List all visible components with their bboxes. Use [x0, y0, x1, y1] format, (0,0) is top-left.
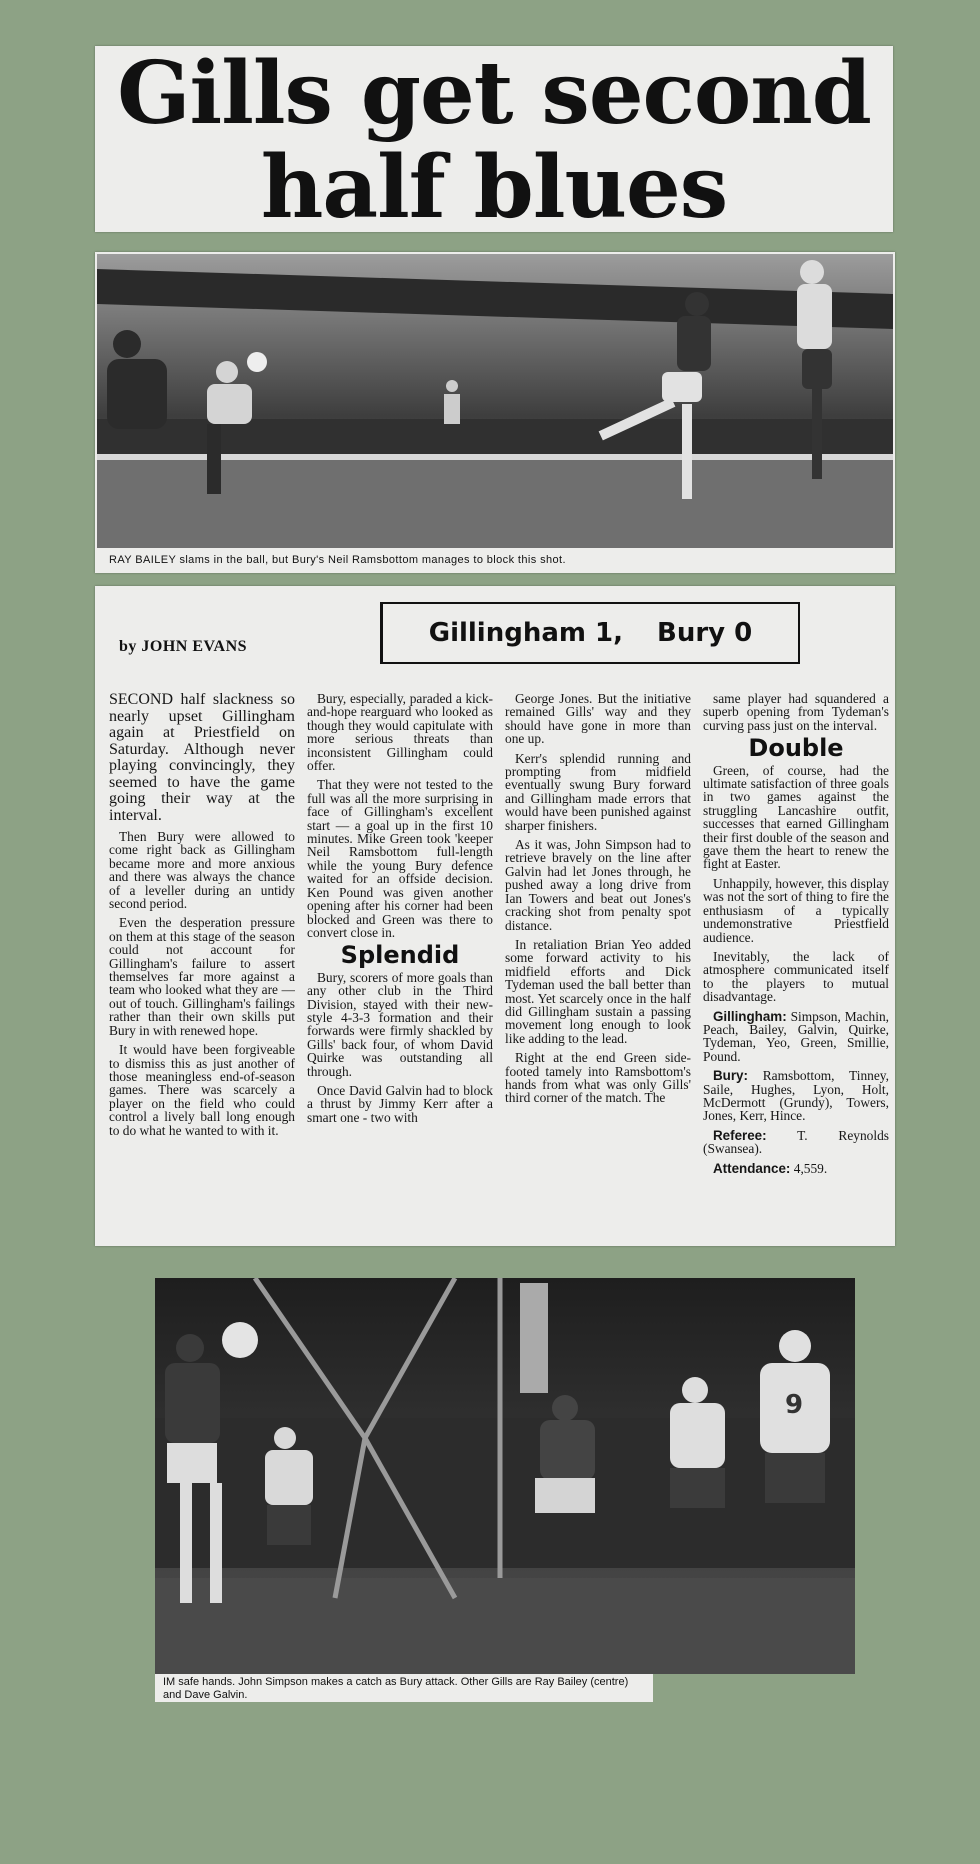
byline: by JOHN EVANS: [119, 638, 248, 655]
referee-label: Referee:: [713, 1127, 767, 1143]
article-paragraph: Unhappily, however, this display was not the sort of thing to fire the enthusiasm of a typically undemonstrative Priestfield audience.: [703, 875, 889, 945]
svg-text:9: 9: [785, 1390, 804, 1420]
referee-name: T. Reynolds (Swansea).: [703, 1127, 889, 1157]
article-paragraph: That they were not tested to the full was all the more surprising in face of Gillingham's excellent start — a goal up in the first 10 minutes. Mike Green took 'keeper Neil Ramsbottom full-length while the young Bury defence waited for an offside decision. Ken Pound was given another opening after his corner had been blocked and Green was there to convert close in.: [307, 777, 493, 940]
lineup-label: Bury:: [713, 1068, 748, 1084]
subheading-splendid: Splendid: [340, 941, 460, 970]
article-paragraph: Bury, scorers of more goals than any other club in the Third Division, stayed with their new-style 4-3-3 formation and their forwards were firmly shackled by Gills' back four, of whom David Quirke was outstanding all through.: [307, 969, 493, 1079]
lineup-gillingham: [703, 1010, 889, 1064]
headline-panel: [95, 43, 893, 238]
article-paragraph: Even the desperation pressure on them at this stage of the season could not account for Gillingham's failure to assert themselves far more against a team who looked what they are — out of touch. Gillingham's failings rather than their own skills put Bury in with renewed hope.: [109, 915, 295, 1038]
article-paragraph: Right at the end Green side-footed tamely into Ramsbottom's hands from what was only Gills' third corner of the match. The: [505, 1050, 691, 1106]
attendance: [703, 1162, 889, 1175]
article-paragraph: George Jones. But the initiative remained Gills' way and they should have gone in more than one up.: [505, 692, 691, 747]
article-paragraph: Bury, especially, paraded a kick-and-hope rearguard who looked as though they would capitulate with more serious threats than inconsistent Gillingham could offer.: [307, 692, 493, 774]
lineup-players: Ramsbottom, Tinney, Saile, Hughes, Lyon, Holt, McDermott (Grundy), Towers, Jones, Kerr, Hince.: [703, 1068, 889, 1124]
lineup-label: Gillingham:: [713, 1008, 787, 1024]
article-paragraph: In retaliation Brian Yeo added some forward activity to his midfield efforts and Dick Tydeman used the ball better than most. Yet scarcely once in the half did Gillingham sustain a passing movement long enough to look like adding to the lead.: [505, 936, 691, 1046]
score-away: Bury 0: [657, 618, 753, 648]
match-photo-2: [155, 1278, 855, 1706]
attendance-label: Attendance:: [713, 1160, 791, 1176]
photo-2-image: [155, 1278, 855, 1674]
subheading-double: Double: [748, 734, 844, 763]
article-panel: [95, 586, 895, 1246]
photo-2-caption: IM safe hands. John Simpson makes a catch as Bury attack. Other Gills are Ray Bailey (centre) and Dave Galvin.: [155, 1674, 653, 1702]
headline-line-2: half blues: [260, 137, 728, 238]
headline-line-1: Gills get second: [117, 43, 871, 144]
photo-1-caption: RAY BAILEY slams in the ball, but Bury's Neil Ramsbottom manages to block this shot.: [109, 554, 566, 566]
score-home: Gillingham 1,: [428, 618, 624, 648]
article-paragraph: Green, of course, had the ultimate satisfaction of three goals in two games against the struggling Lancashire outfit, successes that earned Gillingham their first double of the season and gave them the heart to renew the fight at Easter.: [703, 762, 889, 872]
article-paragraph: Kerr's splendid running and prompting from midfield eventually swung Bury forward and Gillingham made errors that would have been punished against sharper finishers.: [505, 750, 691, 833]
article-paragraph: Inevitably, the lack of atmosphere communicated itself to the players to mutual disadvantage.: [703, 948, 889, 1005]
article-paragraph: same player had squandered a superb opening from Tydeman's curving pass just on the interval.: [703, 692, 889, 733]
attendance-value: 4,559.: [793, 1160, 828, 1176]
article-columns: [109, 692, 889, 1242]
article-column-2: [307, 692, 493, 1242]
lineup-players: Simpson, Machin, Peach, Bailey, Galvin, Quirke, Tydeman, Yeo, Green, Smillie, Pound.: [703, 1008, 889, 1064]
referee: [703, 1129, 889, 1156]
score-box: [380, 602, 800, 664]
article-column-1: [109, 692, 295, 1242]
match-photo-1: [95, 252, 895, 573]
lineup-bury: [703, 1069, 889, 1123]
article-paragraph: Once David Galvin had to block a thrust by Jimmy Kerr after a smart one - two with: [307, 1082, 493, 1125]
article-paragraph: Then Bury were allowed to come right back as Gillingham became more and more anxious and there was always the chance of a leveller during an untidy second period.: [109, 829, 295, 912]
article-column-4: [703, 692, 889, 1242]
article-column-3: [505, 692, 691, 1242]
article-paragraph: It would have been forgiveable to dismiss this as just another of those meaningless end-of-season games. There was scarcely a player on the field who could control a lively ball long enough to do what he wanted to with it.: [109, 1042, 295, 1138]
photo-1-image: [97, 254, 893, 548]
article-paragraph: As it was, John Simpson had to retrieve bravely on the line after Galvin had let Jones through, he pushed away a long drive from Ian Towers and beat out Jones's cracking shot from penalty spot distance.: [505, 837, 691, 933]
article-paragraph: SECOND half slackness so nearly upset Gillingham again at Priestfield on Saturday. Although never playing convincingly, they seemed to have the game going their way at the interval.: [109, 692, 295, 824]
